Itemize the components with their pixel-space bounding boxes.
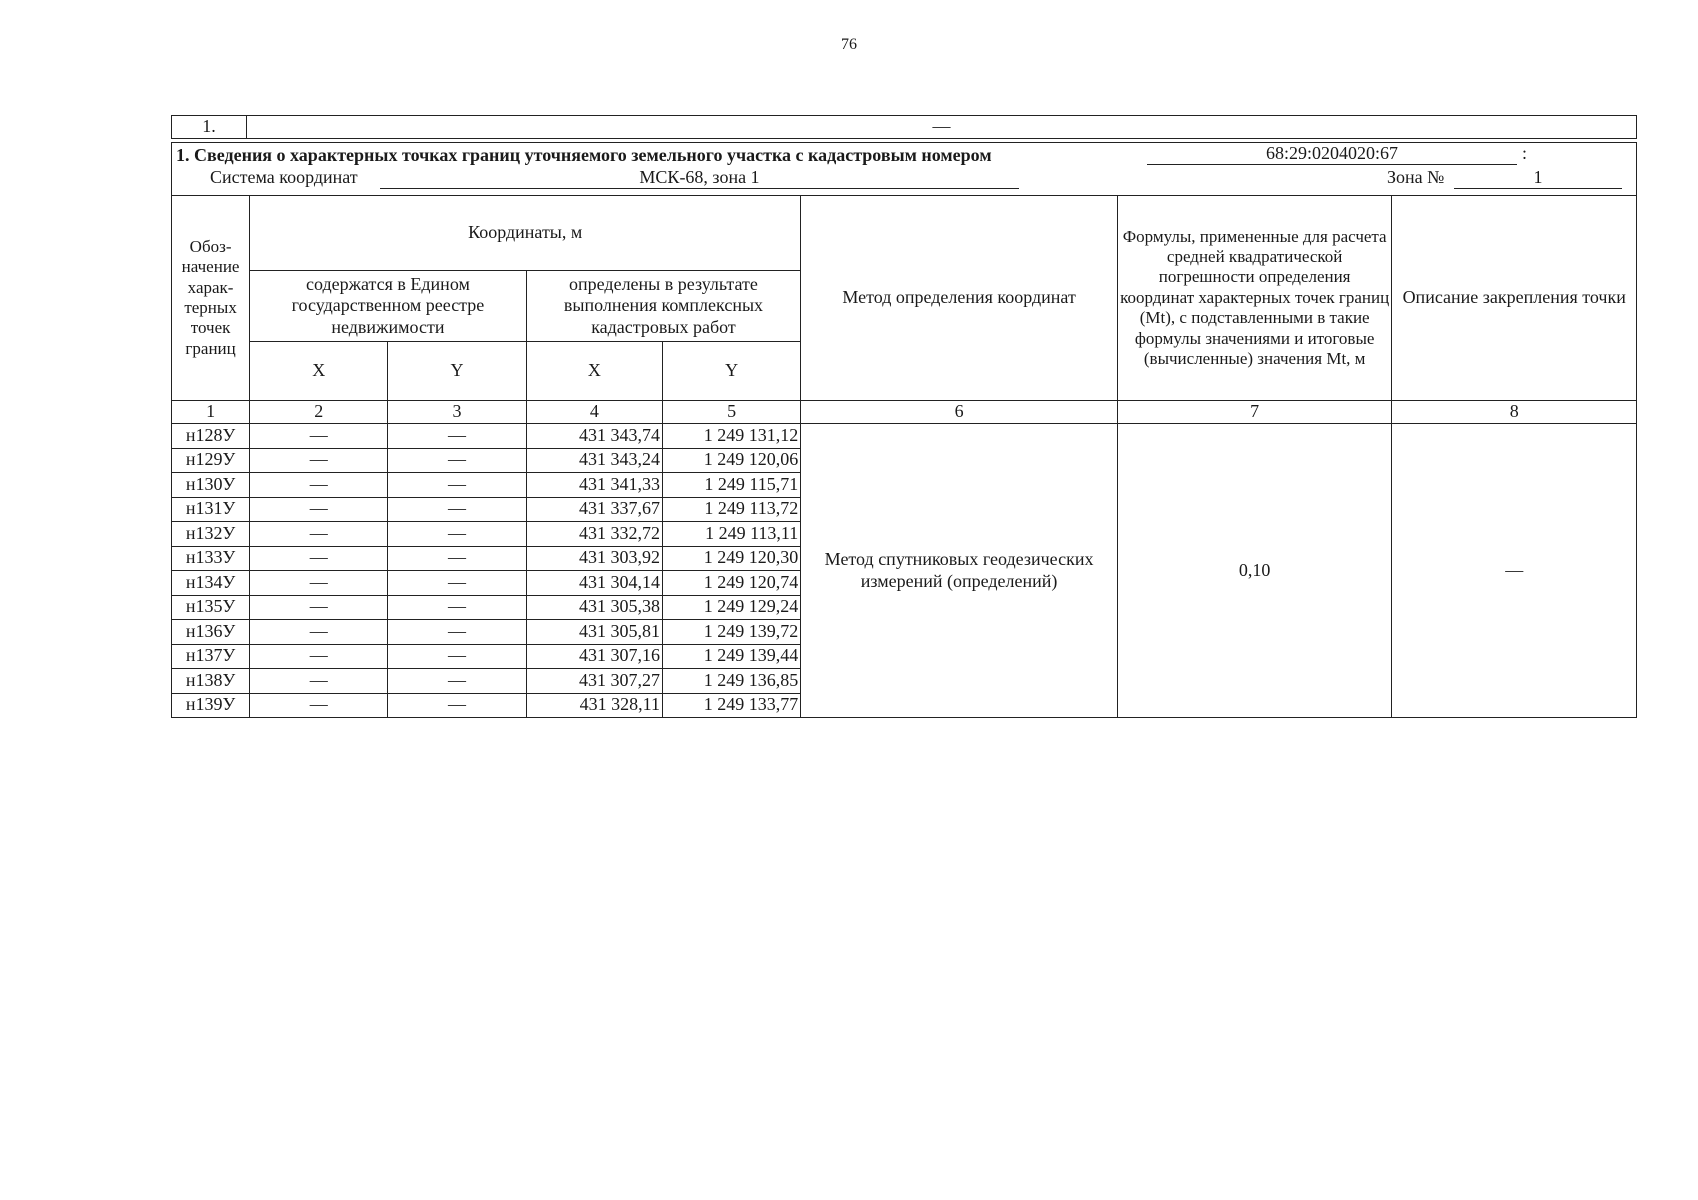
header-determined-kkr: определены в результате выполнения комплексных кадастровых работ <box>526 271 801 342</box>
coord-x: 431 341,33 <box>526 473 662 498</box>
top-row-table <box>171 115 1637 139</box>
egrn-y: — <box>388 448 526 473</box>
header-y1: Y <box>388 342 526 401</box>
coord-x: 431 343,74 <box>526 424 662 449</box>
egrn-x: — <box>250 620 388 645</box>
coord-y: 1 249 120,74 <box>662 571 800 596</box>
egrn-x: — <box>250 497 388 522</box>
points-table <box>171 195 1637 718</box>
egrn-y: — <box>388 595 526 620</box>
table-row <box>172 424 1637 449</box>
header-contained-in-egrn: содержатся в Едином государственном реестре недвижимости <box>250 271 527 342</box>
egrn-x: — <box>250 424 388 449</box>
section-info <box>171 142 1637 195</box>
column-number: 6 <box>801 401 1118 424</box>
header-method: Метод определения координат <box>801 196 1118 401</box>
column-number: 7 <box>1117 401 1392 424</box>
egrn-x: — <box>250 473 388 498</box>
point-designation: н130У <box>172 473 250 498</box>
egrn-x: — <box>250 571 388 596</box>
egrn-y: — <box>388 473 526 498</box>
header-description: Описание закрепления точки <box>1392 196 1637 401</box>
zone-label: Зона № <box>1387 167 1445 187</box>
egrn-y: — <box>388 424 526 449</box>
coord-y: 1 249 120,30 <box>662 546 800 571</box>
coord-x: 431 328,11 <box>526 693 662 718</box>
header-x1: X <box>250 342 388 401</box>
egrn-x: — <box>250 522 388 547</box>
coord-y: 1 249 120,06 <box>662 448 800 473</box>
egrn-y: — <box>388 571 526 596</box>
coord-y: 1 249 115,71 <box>662 473 800 498</box>
column-number-row <box>172 401 1637 424</box>
coord-x: 431 307,16 <box>526 644 662 669</box>
header-coordinates: Координаты, м <box>250 196 801 271</box>
header-formulas: Формулы, примененные для расчета средней квадратической погрешности определения координат характерных точек границ (Mt), с подставленными в такие формулы значениями и итоговые (вычисленные) значения Mt, м <box>1117 196 1392 401</box>
egrn-x: — <box>250 546 388 571</box>
column-number: 4 <box>526 401 662 424</box>
section-heading: 1. Сведения о характерных точках границ уточняемого земельного участка с кадастровым номером <box>176 145 992 165</box>
column-number: 2 <box>250 401 388 424</box>
point-designation: н139У <box>172 693 250 718</box>
point-designation: н132У <box>172 522 250 547</box>
cadastral-colon: : <box>1522 143 1528 163</box>
column-number: 1 <box>172 401 250 424</box>
point-designation: н137У <box>172 644 250 669</box>
egrn-y: — <box>388 620 526 645</box>
coord-y: 1 249 113,11 <box>662 522 800 547</box>
coord-system-value: МСК-68, зона 1 <box>380 167 1019 189</box>
zone-value: 1 <box>1454 167 1622 189</box>
point-designation: н131У <box>172 497 250 522</box>
point-designation: н136У <box>172 620 250 645</box>
coord-x: 431 343,24 <box>526 448 662 473</box>
top-row-value: — <box>247 116 1637 139</box>
coord-x: 431 332,72 <box>526 522 662 547</box>
egrn-y: — <box>388 644 526 669</box>
coord-x: 431 305,81 <box>526 620 662 645</box>
column-number: 8 <box>1392 401 1637 424</box>
coord-x: 431 303,92 <box>526 546 662 571</box>
coord-y: 1 249 133,77 <box>662 693 800 718</box>
coord-y: 1 249 113,72 <box>662 497 800 522</box>
coord-y: 1 249 139,44 <box>662 644 800 669</box>
egrn-y: — <box>388 669 526 694</box>
header-designation: Обоз-начение харак-терных точек границ <box>172 196 250 401</box>
header-x2: X <box>526 342 662 401</box>
egrn-y: — <box>388 693 526 718</box>
coord-x: 431 307,27 <box>526 669 662 694</box>
point-designation: н138У <box>172 669 250 694</box>
egrn-x: — <box>250 448 388 473</box>
coord-x: 431 337,67 <box>526 497 662 522</box>
egrn-x: — <box>250 669 388 694</box>
coord-y: 1 249 131,12 <box>662 424 800 449</box>
egrn-x: — <box>250 595 388 620</box>
egrn-x: — <box>250 644 388 669</box>
point-designation: н134У <box>172 571 250 596</box>
coord-y: 1 249 129,24 <box>662 595 800 620</box>
cadastral-number: 68:29:0204020:67 <box>1147 143 1517 165</box>
mt-cell: 0,10 <box>1117 424 1392 718</box>
coord-system-label: Система координат <box>210 167 358 187</box>
coord-x: 431 305,38 <box>526 595 662 620</box>
header-y2: Y <box>662 342 800 401</box>
column-number: 3 <box>388 401 526 424</box>
point-designation: н135У <box>172 595 250 620</box>
point-designation: н128У <box>172 424 250 449</box>
document-body <box>171 115 1637 718</box>
top-row-number: 1. <box>172 116 247 139</box>
column-number: 5 <box>662 401 800 424</box>
egrn-x: — <box>250 693 388 718</box>
description-cell: — <box>1392 424 1637 718</box>
method-cell: Метод спутниковых геодезических измерений (определений) <box>801 424 1118 718</box>
coord-y: 1 249 139,72 <box>662 620 800 645</box>
coord-x: 431 304,14 <box>526 571 662 596</box>
point-designation: н129У <box>172 448 250 473</box>
top-row <box>172 116 1637 139</box>
egrn-y: — <box>388 522 526 547</box>
coord-y: 1 249 136,85 <box>662 669 800 694</box>
egrn-y: — <box>388 497 526 522</box>
point-designation: н133У <box>172 546 250 571</box>
page-number: 76 <box>841 36 857 53</box>
egrn-y: — <box>388 546 526 571</box>
